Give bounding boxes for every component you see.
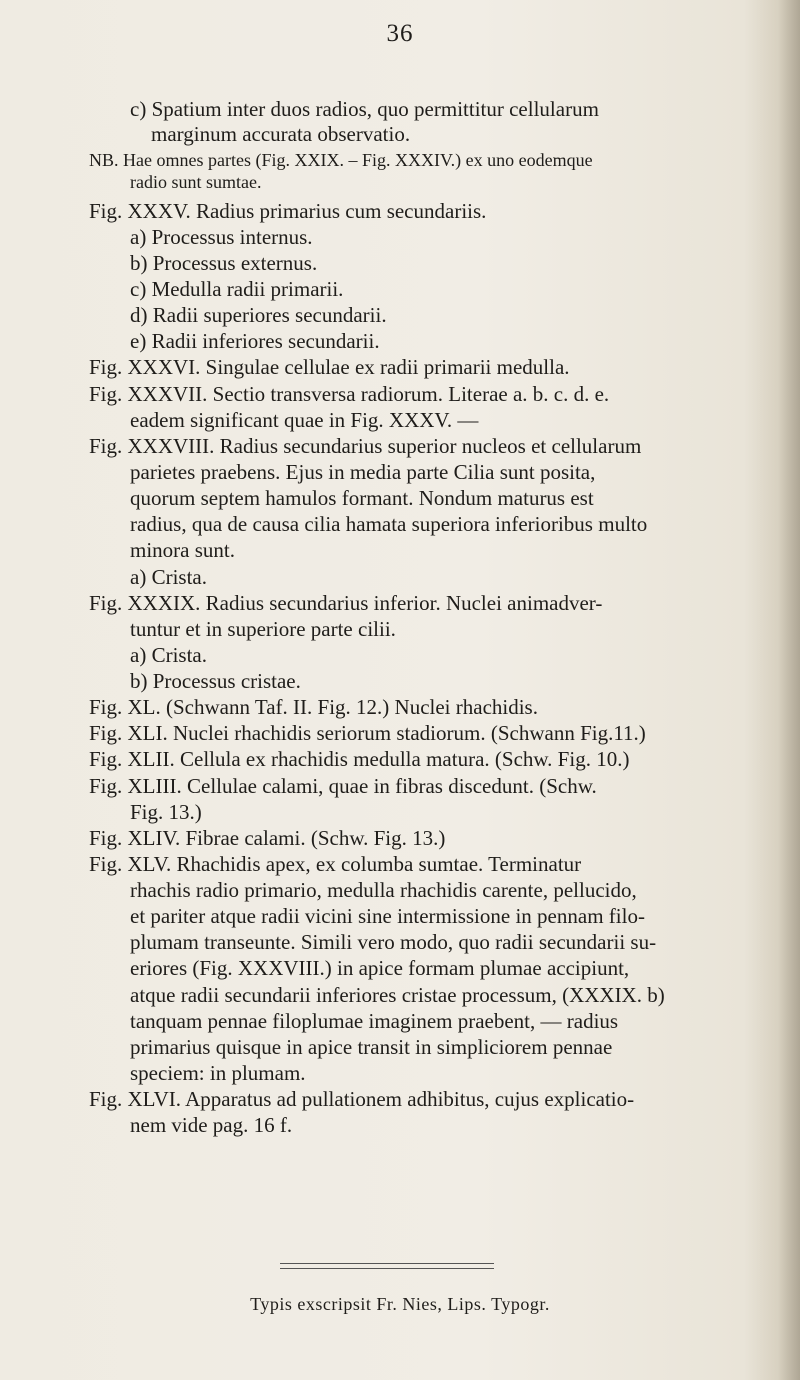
text-line: c) Medulla radii primarii. (130, 277, 344, 301)
text-line: primarius quisque in apice transit in simpliciorem pennae (130, 1035, 613, 1059)
text-line: radius, qua de causa cilia hamata superiora inferioribus multo (130, 512, 648, 536)
text-line: Fig. XL. (Schwann Taf. II. Fig. 12.) Nuclei rhachidis. (89, 695, 538, 719)
double-rule-top (280, 1263, 494, 1264)
text-line: a) Processus internus. (130, 225, 313, 249)
text-line: a) Crista. (130, 565, 207, 589)
text-line: speciem: in plumam. (130, 1061, 306, 1085)
text-line: Fig. XLV. Rhachidis apex, ex columba sumtae. Terminatur (89, 852, 582, 876)
text-line: Fig. XLIII. Cellulae calami, quae in fibras discedunt. (Schw. (89, 774, 597, 798)
text-line: Fig. XLII. Cellula ex rhachidis medulla matura. (Schw. Fig. 10.) (89, 747, 630, 771)
text-line: Fig. XXXVII. Sectio transversa radiorum. Literae a. b. c. d. e. (89, 382, 610, 406)
text-line: eriores (Fig. XXXVIII.) in apice formam plumae accipiunt, (130, 956, 630, 980)
text-line: Fig. XXXV. Radius primarius cum secundariis. (89, 199, 487, 223)
text-line: quorum septem hamulos formant. Nondum maturus est (130, 486, 594, 510)
text-line: nem vide pag. 16 f. (130, 1113, 293, 1137)
text-line: Fig. XLIV. Fibrae calami. (Schw. Fig. 13.) (89, 826, 446, 850)
text-line: radio sunt sumtae. (130, 172, 262, 192)
text-line: d) Radii superiores secundarii. (130, 303, 387, 327)
text-line: marginum accurata observatio. (151, 122, 411, 146)
text-line: NB. Hae omnes partes (Fig. XXIX. – Fig. XXXIV.) ex uno eodemque (89, 150, 593, 170)
text-line: eadem significant quae in Fig. XXXV. — (130, 408, 479, 432)
text-line: tuntur et in superiore parte cilii. (130, 617, 396, 641)
text-line: a) Crista. (130, 643, 207, 667)
page-edge-shadow (778, 0, 800, 1380)
page-number: 36 (386, 20, 414, 47)
text-line: Fig. 13.) (130, 800, 202, 824)
text-line: et pariter atque radii vicini sine intermissione in pennam filo- (130, 904, 645, 928)
text-line: e) Radii inferiores secundarii. (130, 329, 380, 353)
text-line: Fig. XLVI. Apparatus ad pullationem adhibitus, cujus explicatio- (89, 1087, 635, 1111)
text-line: b) Processus cristae. (130, 669, 301, 693)
text-line: Fig. XXXIX. Radius secundarius inferior. Nuclei animadver- (89, 591, 603, 615)
text-line: minora sunt. (130, 538, 235, 562)
text-line: tanquam pennae filoplumae imaginem praebent, — radius (130, 1009, 619, 1033)
double-rule-bottom (280, 1268, 494, 1269)
text-line: plumam transeunte. Simili vero modo, quo radii secundarii su- (130, 930, 657, 954)
text-line: Fig. XXXVI. Singulae cellulae ex radii primarii medulla. (89, 355, 570, 379)
text-line: Fig. XLI. Nuclei rhachidis seriorum stadiorum. (Schwann Fig.11.) (89, 721, 646, 745)
text-line: c) Spatium inter duos radios, quo permittitur cellularum (130, 97, 599, 121)
text-line: rhachis radio primario, medulla rhachidis carente, pellucido, (130, 878, 637, 902)
text-line: b) Processus externus. (130, 251, 318, 275)
text-line: parietes praebens. Ejus in media parte Cilia sunt posita, (130, 460, 596, 484)
printer-imprint: Typis exscripsit Fr. Nies, Lips. Typogr. (250, 1294, 550, 1314)
text-line: atque radii secundarii inferiores cristae processum, (XXXIX. b) (130, 983, 665, 1007)
text-line: Fig. XXXVIII. Radius secundarius superior nucleos et cellularum (89, 434, 642, 458)
